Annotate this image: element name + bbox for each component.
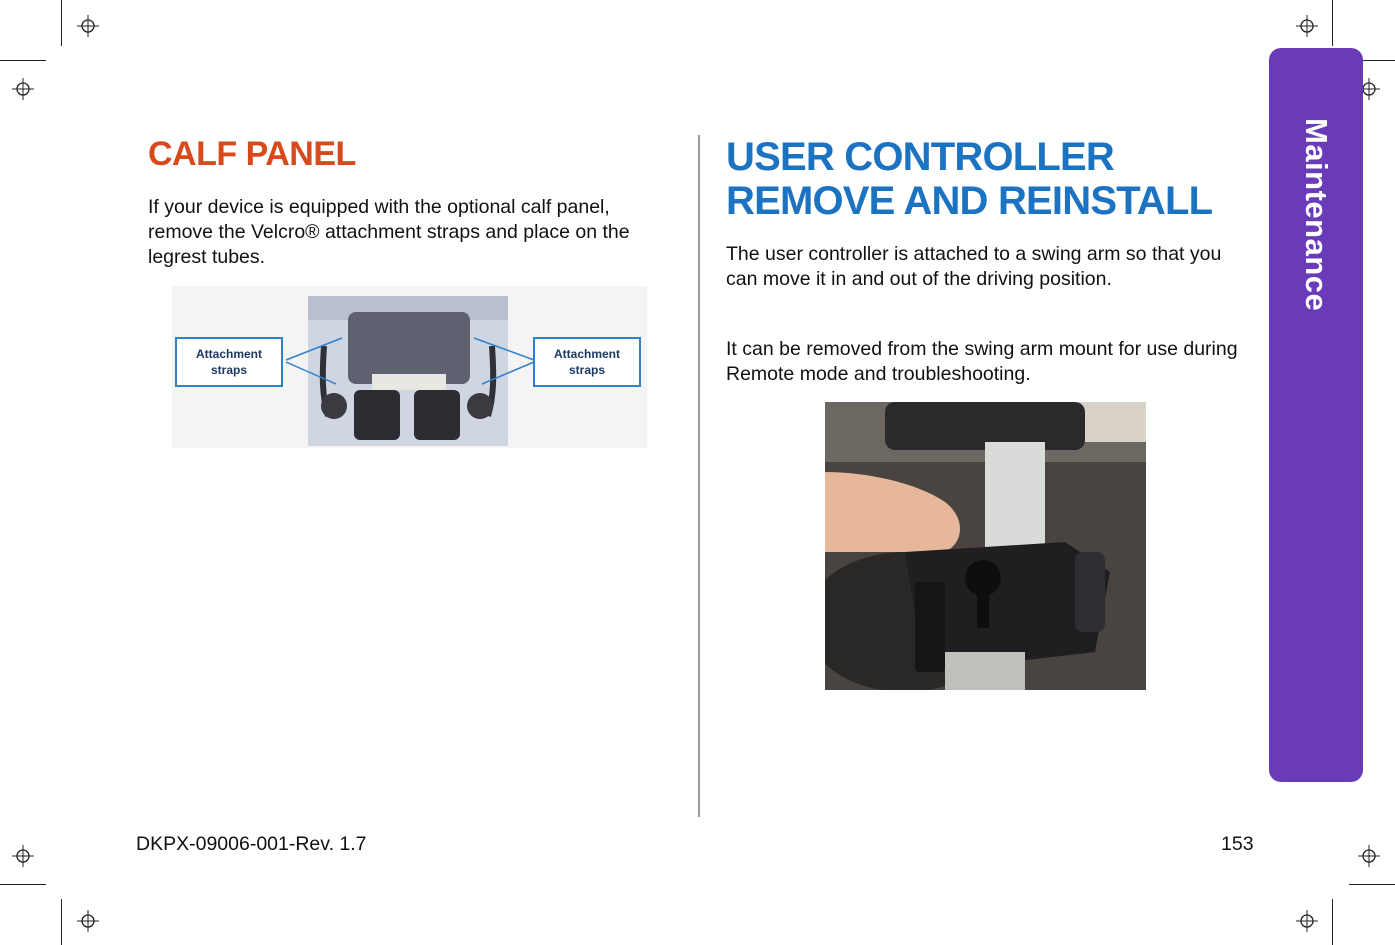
crop-mark [0, 884, 46, 885]
registration-mark-icon [1296, 910, 1318, 932]
calf-panel-heading: CALF PANEL [148, 135, 356, 173]
crop-mark [61, 0, 62, 46]
registration-mark-icon [1358, 845, 1380, 867]
callout-left-line1: Attachment [195, 347, 263, 361]
column-divider [698, 135, 700, 817]
crop-mark [0, 60, 46, 61]
registration-mark-icon [77, 910, 99, 932]
registration-mark-icon [12, 845, 34, 867]
user-controller-heading [726, 135, 1212, 223]
footer-doc-id: DKPX-09006-001-Rev. 1.7 [136, 833, 367, 855]
crop-mark [61, 899, 62, 945]
calf-panel-body: If your device is equipped with the optional calf panel, remove the Velcro® attachment straps and place on the legrest tubes. [148, 196, 630, 268]
user-controller-para2: It can be removed from the swing arm mount for use during Remote mode and troubleshooting. [726, 338, 1238, 385]
callout-left-line2: straps [210, 363, 248, 377]
registration-mark-icon [12, 78, 34, 100]
user-controller-para1: The user controller is attached to a swing arm so that you can move it in and out of the driving position. [726, 243, 1222, 290]
crop-mark [1332, 899, 1333, 945]
registration-mark-icon [77, 15, 99, 37]
user-controller-photo [825, 402, 1146, 690]
callout-right-line2: straps [568, 363, 606, 377]
section-tab-label: Maintenance [1299, 118, 1334, 312]
heading-line1: USER CONTROLLER [726, 135, 1115, 179]
crop-mark [1332, 0, 1333, 46]
callout-right-line1: Attachment [553, 347, 621, 361]
page-number: 153 [1221, 833, 1254, 855]
registration-mark-icon [1296, 15, 1318, 37]
heading-line2: REMOVE AND REINSTALL [726, 179, 1213, 223]
calf-panel-figure [172, 286, 647, 448]
crop-mark [1349, 884, 1395, 885]
